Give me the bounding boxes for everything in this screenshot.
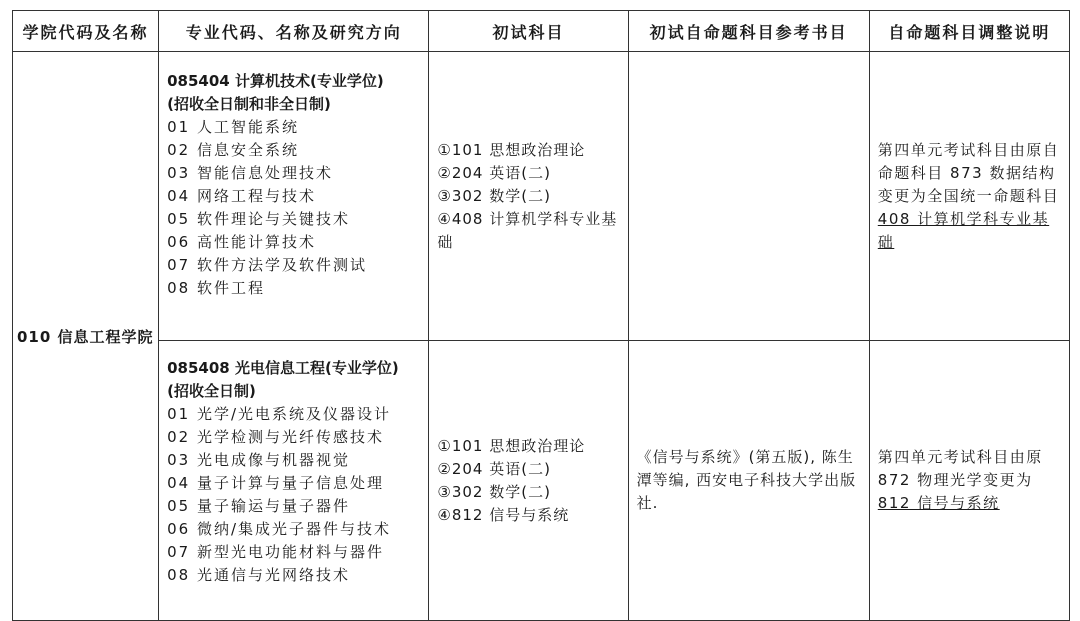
- direction-item: 02 信息安全系统: [167, 141, 299, 159]
- direction-item: 05 量子输运与量子器件: [167, 497, 350, 515]
- subject-item: ④812 信号与系统: [437, 505, 570, 524]
- direction-item: 05 软件理论与关键技术: [167, 210, 350, 228]
- program-title: 085408 光电信息工程(专业学位): [167, 359, 399, 377]
- subjects-cell: [429, 341, 628, 621]
- admissions-table: [12, 10, 1070, 621]
- header-college: 学院代码及名称: [13, 11, 159, 52]
- program-mode: (招收全日制和非全日制): [167, 95, 331, 113]
- direction-item: 04 量子计算与量子信息处理: [167, 474, 384, 492]
- subject-item: ②204 英语(二): [437, 163, 551, 182]
- header-reference: 初试自命题科目参考书目: [628, 11, 869, 52]
- note-new-subject: 408 计算机学科专业基础: [877, 209, 1050, 251]
- subjects-cell: [429, 52, 628, 341]
- note-text: 第四单元考试科目由原自命题科目 873 数据结构变更为全国统一命题科目: [877, 140, 1060, 205]
- note-cell: [869, 52, 1069, 341]
- subject-item: ③302 数学(二): [437, 186, 551, 205]
- program-mode: (招收全日制): [167, 382, 256, 400]
- college-name: 010 信息工程学院: [13, 52, 159, 621]
- header-row: [13, 11, 1070, 52]
- direction-item: 06 微纳/集成光子器件与技术: [167, 520, 392, 538]
- reference-cell: [628, 52, 869, 341]
- note-cell: [869, 341, 1069, 621]
- direction-item: 07 软件方法学及软件测试: [167, 256, 367, 274]
- subject-item: ④408 计算机学科专业基础: [437, 209, 618, 251]
- subject-item: ①101 思想政治理论: [437, 140, 586, 159]
- direction-item: 04 网络工程与技术: [167, 187, 316, 205]
- direction-item: 01 人工智能系统: [167, 118, 299, 136]
- direction-item: 08 软件工程: [167, 279, 265, 297]
- program-title: 085404 计算机技术(专业学位): [167, 72, 384, 90]
- table-row: [13, 341, 1070, 621]
- subject-item: ①101 思想政治理论: [437, 436, 586, 455]
- subject-item: ②204 英语(二): [437, 459, 551, 478]
- note-text: 第四单元考试科目由原 872 物理光学变更为: [877, 448, 1043, 489]
- direction-item: 07 新型光电功能材料与器件: [167, 543, 384, 561]
- direction-item: 08 光通信与光网络技术: [167, 566, 350, 584]
- reference-cell: 《信号与系统》(第五版), 陈生潭等编, 西安电子科技大学出版社.: [628, 341, 869, 621]
- subject-item: ③302 数学(二): [437, 482, 551, 501]
- direction-item: 02 光学检测与光纤传感技术: [167, 428, 384, 446]
- program-cell: [159, 341, 429, 621]
- note-new-subject: 812 信号与系统: [877, 494, 1000, 512]
- direction-item: 01 光学/光电系统及仪器设计: [167, 405, 392, 423]
- table-row: [13, 52, 1070, 341]
- program-cell: [159, 52, 429, 341]
- header-note: 自命题科目调整说明: [869, 11, 1069, 52]
- direction-item: 06 高性能计算技术: [167, 233, 316, 251]
- direction-item: 03 智能信息处理技术: [167, 164, 333, 182]
- header-subjects: 初试科目: [429, 11, 628, 52]
- direction-item: 03 光电成像与机器视觉: [167, 451, 350, 469]
- header-program: 专业代码、名称及研究方向: [159, 11, 429, 52]
